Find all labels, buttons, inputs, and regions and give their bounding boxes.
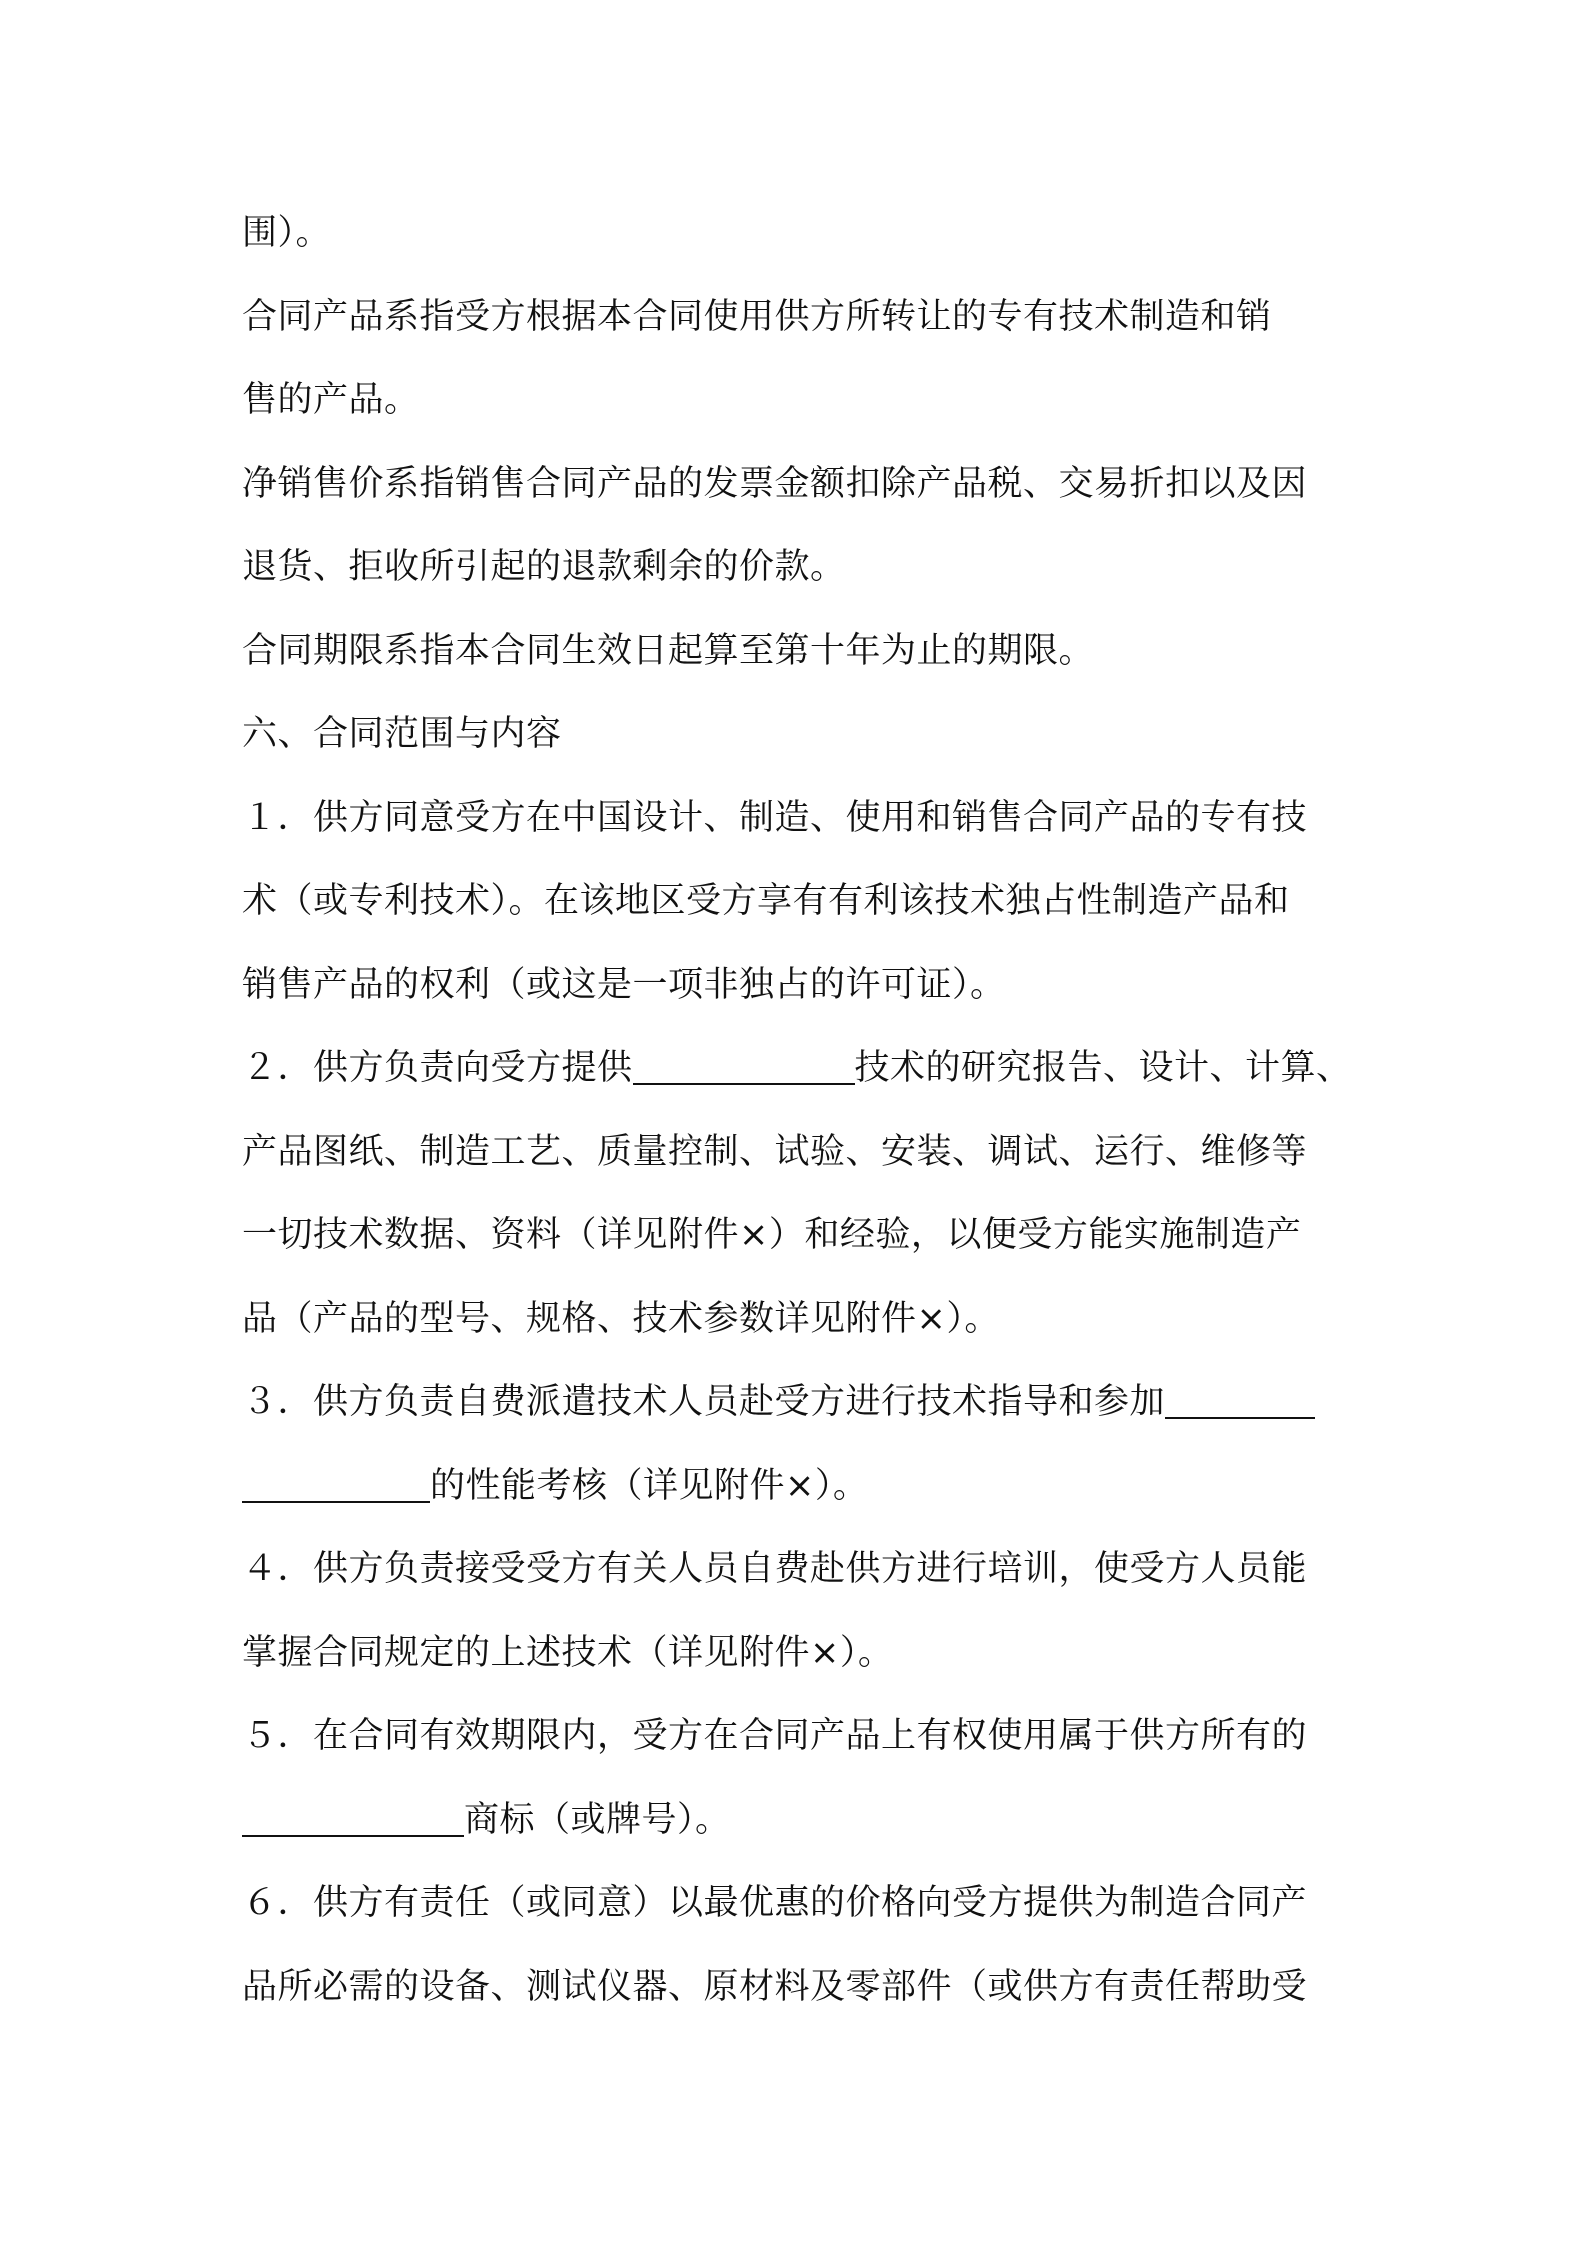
text-segment: 的性能考核（详见附件×）。 [430, 1465, 869, 1506]
clause-3-line [242, 1445, 1362, 1529]
document-body [242, 192, 1362, 2029]
clause-2-line: 一切技术数据、资料（详见附件×）和经验，以便受方能实施制造产 [242, 1215, 1302, 1255]
fill-in-blank [1165, 1381, 1315, 1419]
text-segment: ３．供方负责自费派遣技术人员赴受方进行技术指导和参加 [242, 1382, 1166, 1422]
clause-2-line [242, 1027, 1362, 1111]
fill-in-blank [633, 1047, 855, 1085]
section-heading: 六、合同范围与内容 [242, 714, 562, 754]
clause-3-line [242, 1361, 1362, 1445]
text-line: 合同产品系指受方根据本合同使用供方所转让的专有技术制造和销 [242, 296, 1272, 337]
clause-1-line: 销售产品的权利（或这是一项非独占的许可证）。 [242, 964, 1006, 1005]
clause-6-line: 品所必需的设备、测试仪器、原材料及零部件（或供方有责任帮助受 [242, 1966, 1308, 2007]
clause-4-line: ４．供方负责接受受方有关人员自费赴供方进行培训，使受方人员能 [242, 1549, 1308, 1589]
text-line: 合同期限系指本合同生效日起算至第十年为止的期限。 [242, 630, 1095, 671]
fill-in-blank [242, 1799, 464, 1837]
fill-in-blank [242, 1465, 430, 1503]
clause-4-line: 掌握合同规定的上述技术（详见附件×）。 [242, 1632, 894, 1673]
clause-5-line: ５．在合同有效期限内，受方在合同产品上有权使用属于供方所有的 [242, 1716, 1308, 1756]
text-segment: 商标（或牌号）。 [464, 1799, 731, 1840]
text-line: 围）。 [242, 213, 332, 253]
clause-1-line: １．供方同意受方在中国设计、制造、使用和销售合同产品的专有技 [242, 797, 1308, 838]
text-line: 售的产品。 [242, 380, 420, 420]
clause-2-line: 品（产品的型号、规格、技术参数详见附件×）。 [242, 1298, 1000, 1339]
clause-6-line: ６．供方有责任（或同意）以最优惠的价格向受方提供为制造合同产 [242, 1883, 1308, 1923]
text-line: 净销售价系指销售合同产品的发票金额扣除产品税、交易折扣以及因 [242, 463, 1308, 504]
text-line: 退货、拒收所引起的退款剩余的价款。 [242, 547, 846, 587]
clause-2-line: 产品图纸、制造工艺、质量控制、试验、安装、调试、运行、维修等 [242, 1131, 1308, 1172]
clause-5-line [242, 1779, 1362, 1863]
text-segment: 技术的研究报告、设计、计算、 [854, 1048, 1352, 1088]
clause-1-line: 术（或专利技术）。在该地区受方享有有利该技术独占性制造产品和 [242, 881, 1290, 921]
text-segment: ２．供方负责向受方提供 [242, 1048, 633, 1088]
